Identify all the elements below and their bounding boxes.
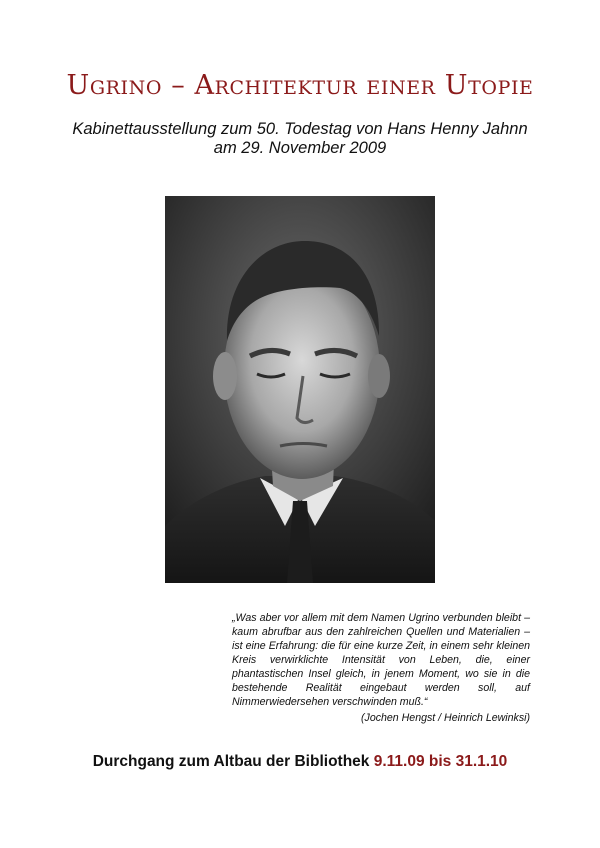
footer-label: Durchgang zum Altbau der Bibliothek [92, 753, 370, 770]
quote-author: (Jochen Hengst / Heinrich Lewinksi) [361, 712, 530, 724]
subtitle-line-2: am 29. November 2009 [213, 139, 387, 157]
quote-text: „Was aber vor allem mit dem Namen Ugrino verbunden bleibt – kaum abrufbar aus den zahlreichen Quellen und Materialien – ist eine Erfahrung: die für eine kurze Zeit, in einem sehr kleinen Kreis verwirklichte Intensität von Leben, die, einer phantastischen Insel gleich, in jenem Moment, wo sie in die bestehende Realität eingebaut werden soll, auf Nimmerwiedersehen verschwinden muß.“ [232, 612, 530, 708]
footer-line [0, 753, 600, 771]
footer-dates: 9.11.09 bis 31.1.10 [373, 753, 508, 770]
portrait-photo [165, 196, 435, 583]
subtitle-line-1: Kabinettausstellung zum 50. Todestag von Hans Henny Jahnn [72, 120, 528, 138]
poster-title: Ugrino – Architektur einer Utopie [66, 70, 534, 101]
